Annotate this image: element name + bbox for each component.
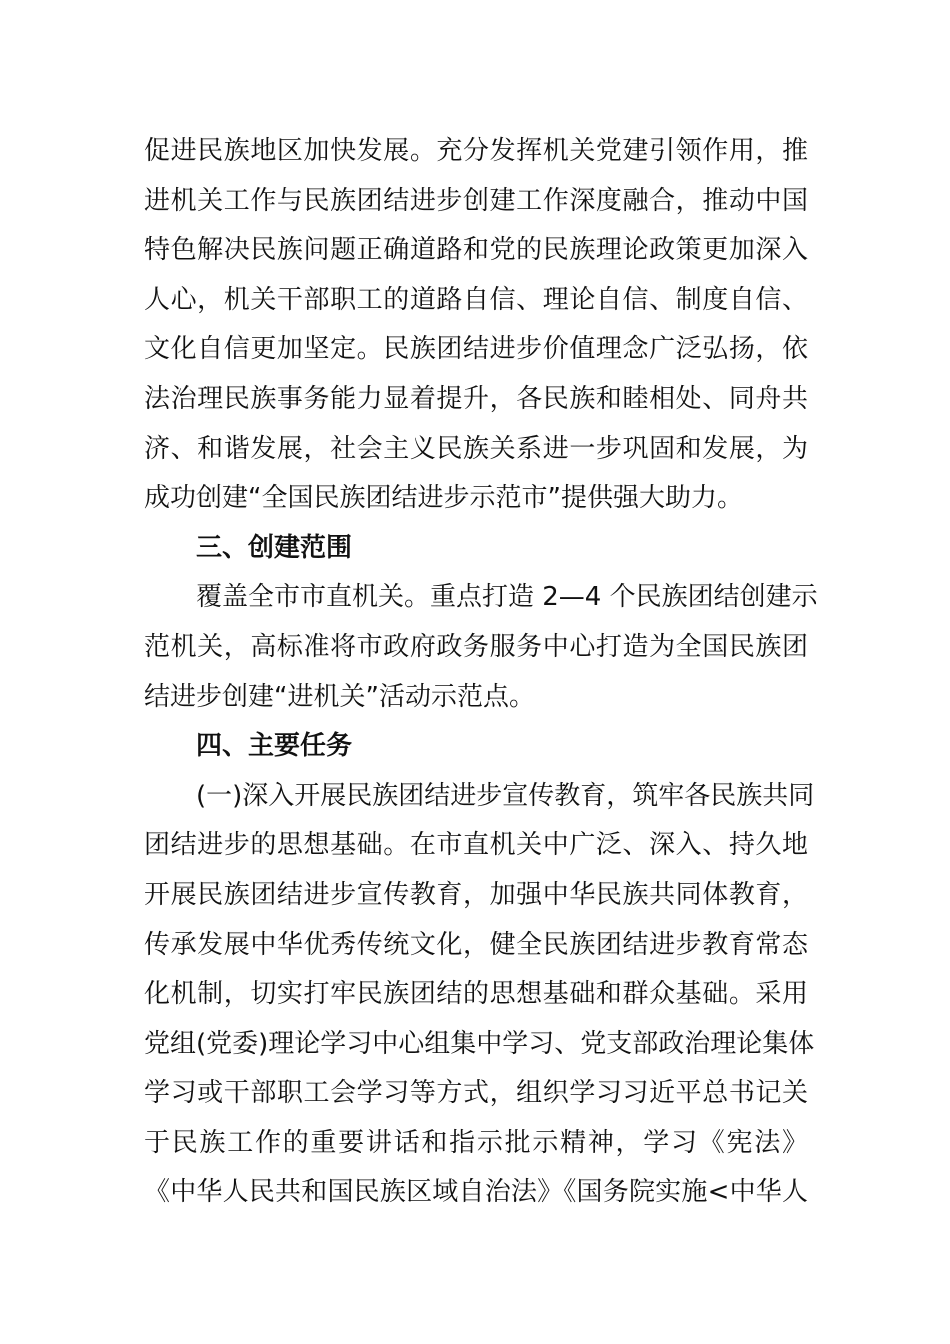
paragraph-line: 学习或干部职工会学习等方式，组织学习习近平总书记关 bbox=[144, 1078, 808, 1109]
paragraph-line: 促进民族地区加快发展。充分发挥机关党建引领作用，推 bbox=[144, 136, 808, 166]
section-heading-scope: 三、创建范围 bbox=[196, 532, 353, 563]
paragraph-line: 化机制，切实打牢民族团结的思想基础和群众基础。采用 bbox=[144, 979, 808, 1010]
paragraph-line: 覆盖全市市直机关。重点打造 2—4 个民族团结创建示 bbox=[196, 582, 818, 613]
paragraph-line: 济、和谐发展，社会主义民族关系进一步巩固和发展，为 bbox=[144, 433, 808, 464]
paragraph-line: 结进步创建“进机关”活动示范点。 bbox=[144, 681, 535, 712]
paragraph-line: 传承发展中华优秀传统文化，健全民族团结进步教育常态 bbox=[144, 929, 808, 960]
section-heading-tasks: 四、主要任务 bbox=[196, 731, 353, 762]
paragraph-line: 党组(党委)理论学习中心组集中学习、党支部政治理论集体 bbox=[144, 1028, 815, 1059]
paragraph-line: 人心，机关干部职工的道路自信、理论自信、制度自信、 bbox=[144, 284, 808, 315]
paragraph-line: 特色解决民族问题正确道路和党的民族理论政策更加深入 bbox=[144, 235, 808, 266]
paragraph-line: 文化自信更加坚定。民族团结进步价值理念广泛弘扬，依 bbox=[144, 334, 808, 365]
paragraph-line: 成功创建“全国民族团结进步示范市”提供强大助力。 bbox=[144, 483, 743, 514]
document-body bbox=[144, 127, 818, 1218]
paragraph-line: 范机关，高标准将市政府政务服务中心打造为全国民族团 bbox=[144, 631, 808, 662]
paragraph-line: 《中华人民共和国民族区域自治法》《国务院实施<中华人 bbox=[144, 1177, 808, 1208]
paragraph-line: 团结进步的思想基础。在市直机关中广泛、深入、持久地 bbox=[144, 830, 808, 861]
paragraph-line: 进机关工作与民族团结进步创建工作深度融合，推动中国 bbox=[144, 185, 808, 216]
paragraph-line: 于民族工作的重要讲话和指示批示精神，学习《宪法》 bbox=[144, 1127, 808, 1158]
paragraph-line: 开展民族团结进步宣传教育，加强中华民族共同体教育， bbox=[144, 879, 808, 910]
paragraph-line: (一)深入开展民族团结进步宣传教育，筑牢各民族共同 bbox=[196, 780, 815, 811]
paragraph-line: 法治理民族事务能力显着提升，各民族和睦相处、同舟共 bbox=[144, 383, 808, 414]
